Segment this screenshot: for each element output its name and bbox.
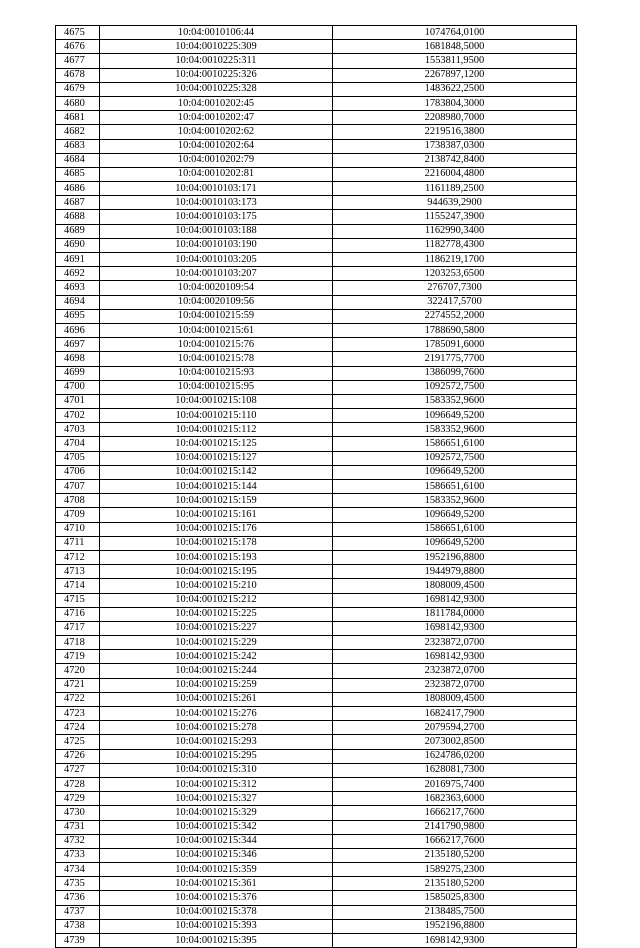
table-row (56, 749, 577, 763)
row-number-cell: 4728 (56, 777, 100, 791)
row-number-cell: 4737 (56, 905, 100, 919)
cadastral-value-cell: 1808009,4500 (333, 579, 577, 593)
table-row (56, 196, 577, 210)
cadastral-number-cell: 10:04:0020109:54 (100, 281, 333, 295)
row-number-cell: 4724 (56, 721, 100, 735)
row-number-cell: 4736 (56, 891, 100, 905)
row-number-cell: 4726 (56, 749, 100, 763)
cadastral-value-cell: 1738387,0300 (333, 139, 577, 153)
cadastral-value-cell: 1161189,2500 (333, 182, 577, 196)
cadastral-value-cell: 1186219,1700 (333, 253, 577, 267)
cadastral-value-cell: 1698142,9300 (333, 650, 577, 664)
table-row (56, 153, 577, 167)
cadastral-number-cell: 10:04:0010215:227 (100, 621, 333, 635)
table-row (56, 366, 577, 380)
row-number-cell: 4716 (56, 607, 100, 621)
cadastral-value-cell: 1666217,7600 (333, 806, 577, 820)
cadastral-value-cell: 1624786,0200 (333, 749, 577, 763)
row-number-cell: 4697 (56, 338, 100, 352)
row-number-cell: 4699 (56, 366, 100, 380)
cadastral-value-cell: 1698142,9300 (333, 593, 577, 607)
cadastral-number-cell: 10:04:0010215:344 (100, 834, 333, 848)
cadastral-number-cell: 10:04:0010215:78 (100, 352, 333, 366)
cadastral-number-cell: 10:04:0010215:376 (100, 891, 333, 905)
cadastral-number-cell: 10:04:0010225:328 (100, 82, 333, 96)
table-row (56, 650, 577, 664)
row-number-cell: 4721 (56, 678, 100, 692)
row-number-cell: 4738 (56, 919, 100, 933)
cadastral-value-cell: 2016975,7400 (333, 777, 577, 791)
cadastral-value-cell: 1074764,0100 (333, 26, 577, 40)
row-number-cell: 4713 (56, 565, 100, 579)
cadastral-number-cell: 10:04:0010215:378 (100, 905, 333, 919)
cadastral-number-cell: 10:04:0010225:309 (100, 40, 333, 54)
cadastral-number-cell: 10:04:0010215:108 (100, 394, 333, 408)
table-row (56, 167, 577, 181)
cadastral-value-cell: 1583352,9600 (333, 394, 577, 408)
table-row (56, 678, 577, 692)
table-row (56, 238, 577, 252)
cadastral-number-cell: 10:04:0010202:45 (100, 96, 333, 110)
table-row (56, 607, 577, 621)
row-number-cell: 4731 (56, 820, 100, 834)
cadastral-value-cell: 2191775,7700 (333, 352, 577, 366)
cadastral-number-cell: 10:04:0010215:242 (100, 650, 333, 664)
row-number-cell: 4739 (56, 934, 100, 948)
cadastral-value-cell: 2135180,5200 (333, 877, 577, 891)
cadastral-number-cell: 10:04:0010215:125 (100, 437, 333, 451)
table-row (56, 352, 577, 366)
row-number-cell: 4719 (56, 650, 100, 664)
row-number-cell: 4715 (56, 593, 100, 607)
cadastral-number-cell: 10:04:0010215:295 (100, 749, 333, 763)
row-number-cell: 4730 (56, 806, 100, 820)
row-number-cell: 4700 (56, 380, 100, 394)
row-number-cell: 4733 (56, 848, 100, 862)
cadastral-value-cell: 1585025,8300 (333, 891, 577, 905)
row-number-cell: 4732 (56, 834, 100, 848)
table-row (56, 40, 577, 54)
cadastral-value-cell: 1788690,5800 (333, 323, 577, 337)
table-row (56, 54, 577, 68)
row-number-cell: 4727 (56, 763, 100, 777)
cadastral-value-cell: 1586651,6100 (333, 480, 577, 494)
table-row (56, 380, 577, 394)
table-row (56, 224, 577, 238)
row-number-cell: 4694 (56, 295, 100, 309)
row-number-cell: 4705 (56, 451, 100, 465)
cadastral-value-cell: 1096649,5200 (333, 536, 577, 550)
cadastral-value-cell: 2323872,0700 (333, 636, 577, 650)
cadastral-number-cell: 10:04:0010215:225 (100, 607, 333, 621)
cadastral-number-cell: 10:04:0010215:195 (100, 565, 333, 579)
row-number-cell: 4710 (56, 522, 100, 536)
cadastral-value-cell: 1203253,6500 (333, 267, 577, 281)
table-row (56, 253, 577, 267)
cadastral-number-cell: 10:04:0010103:190 (100, 238, 333, 252)
cadastral-number-cell: 10:04:0010202:81 (100, 167, 333, 181)
cadastral-number-cell: 10:04:0010215:261 (100, 692, 333, 706)
cadastral-number-cell: 10:04:0010215:395 (100, 934, 333, 948)
cadastral-value-cell: 2219516,3800 (333, 125, 577, 139)
cadastral-number-cell: 10:04:0010215:276 (100, 707, 333, 721)
cadastral-value-cell: 2141790,9800 (333, 820, 577, 834)
row-number-cell: 4688 (56, 210, 100, 224)
cadastral-number-cell: 10:04:0010215:95 (100, 380, 333, 394)
cadastral-number-cell: 10:04:0010215:278 (100, 721, 333, 735)
cadastral-value-cell: 2138742,8400 (333, 153, 577, 167)
cadastral-number-cell: 10:04:0010103:207 (100, 267, 333, 281)
cadastral-value-cell: 1698142,9300 (333, 934, 577, 948)
cadastral-value-cell: 1092572,7500 (333, 451, 577, 465)
row-number-cell: 4686 (56, 182, 100, 196)
row-number-cell: 4675 (56, 26, 100, 40)
table-row (56, 182, 577, 196)
cadastral-value-table (55, 25, 577, 948)
cadastral-value-cell: 1386099,7600 (333, 366, 577, 380)
row-number-cell: 4708 (56, 494, 100, 508)
cadastral-number-cell: 10:04:0010202:47 (100, 111, 333, 125)
row-number-cell: 4690 (56, 238, 100, 252)
cadastral-value-cell: 2138485,7500 (333, 905, 577, 919)
cadastral-number-cell: 10:04:0010225:311 (100, 54, 333, 68)
row-number-cell: 4720 (56, 664, 100, 678)
cadastral-value-cell: 1952196,8800 (333, 919, 577, 933)
row-number-cell: 4691 (56, 253, 100, 267)
cadastral-value-cell: 1096649,5200 (333, 409, 577, 423)
cadastral-number-cell: 10:04:0010103:171 (100, 182, 333, 196)
cadastral-value-cell: 1589275,2300 (333, 863, 577, 877)
row-number-cell: 4701 (56, 394, 100, 408)
row-number-cell: 4689 (56, 224, 100, 238)
cadastral-number-cell: 10:04:0010215:161 (100, 508, 333, 522)
cadastral-value-cell: 1698142,9300 (333, 621, 577, 635)
cadastral-value-cell: 1666217,7600 (333, 834, 577, 848)
cadastral-value-cell: 2323872,0700 (333, 678, 577, 692)
table-row (56, 437, 577, 451)
row-number-cell: 4729 (56, 792, 100, 806)
cadastral-number-cell: 10:04:0010215:310 (100, 763, 333, 777)
cadastral-value-cell: 1681848,5000 (333, 40, 577, 54)
cadastral-value-cell: 2216004,4800 (333, 167, 577, 181)
cadastral-number-cell: 10:04:0020109:56 (100, 295, 333, 309)
table-row (56, 451, 577, 465)
row-number-cell: 4683 (56, 139, 100, 153)
cadastral-number-cell: 10:04:0010215:93 (100, 366, 333, 380)
table-row (56, 735, 577, 749)
row-number-cell: 4678 (56, 68, 100, 82)
row-number-cell: 4680 (56, 96, 100, 110)
row-number-cell: 4734 (56, 863, 100, 877)
row-number-cell: 4677 (56, 54, 100, 68)
table-row (56, 579, 577, 593)
row-number-cell: 4711 (56, 536, 100, 550)
cadastral-number-cell: 10:04:0010215:127 (100, 451, 333, 465)
table-row (56, 664, 577, 678)
table-row (56, 877, 577, 891)
cadastral-value-cell: 2208980,7000 (333, 111, 577, 125)
table-row (56, 96, 577, 110)
table-row (56, 905, 577, 919)
table-row (56, 820, 577, 834)
row-number-cell: 4717 (56, 621, 100, 635)
table-row (56, 394, 577, 408)
table-body (56, 26, 577, 948)
row-number-cell: 4723 (56, 707, 100, 721)
cadastral-value-cell: 1182778,4300 (333, 238, 577, 252)
row-number-cell: 4692 (56, 267, 100, 281)
row-number-cell: 4718 (56, 636, 100, 650)
cadastral-number-cell: 10:04:0010215:327 (100, 792, 333, 806)
table-row (56, 692, 577, 706)
cadastral-number-cell: 10:04:0010103:188 (100, 224, 333, 238)
cadastral-value-cell: 2267897,1200 (333, 68, 577, 82)
cadastral-number-cell: 10:04:0010215:210 (100, 579, 333, 593)
table-row (56, 26, 577, 40)
row-number-cell: 4725 (56, 735, 100, 749)
row-number-cell: 4676 (56, 40, 100, 54)
cadastral-number-cell: 10:04:0010215:361 (100, 877, 333, 891)
cadastral-value-cell: 1483622,2500 (333, 82, 577, 96)
table-row (56, 777, 577, 791)
table-row (56, 139, 577, 153)
table-row (56, 593, 577, 607)
row-number-cell: 4684 (56, 153, 100, 167)
cadastral-value-cell: 1155247,3900 (333, 210, 577, 224)
table-row (56, 721, 577, 735)
table-row (56, 834, 577, 848)
cadastral-number-cell: 10:04:0010215:259 (100, 678, 333, 692)
table-row (56, 763, 577, 777)
row-number-cell: 4702 (56, 409, 100, 423)
cadastral-number-cell: 10:04:0010215:312 (100, 777, 333, 791)
cadastral-number-cell: 10:04:0010215:142 (100, 465, 333, 479)
table-row (56, 636, 577, 650)
row-number-cell: 4695 (56, 309, 100, 323)
cadastral-value-cell: 2274552,2000 (333, 309, 577, 323)
table-row (56, 494, 577, 508)
cadastral-number-cell: 10:04:0010215:159 (100, 494, 333, 508)
cadastral-value-cell: 1162990,3400 (333, 224, 577, 238)
row-number-cell: 4714 (56, 579, 100, 593)
cadastral-number-cell: 10:04:0010202:79 (100, 153, 333, 167)
cadastral-number-cell: 10:04:0010215:61 (100, 323, 333, 337)
table-row (56, 806, 577, 820)
cadastral-number-cell: 10:04:0010215:346 (100, 848, 333, 862)
table-row (56, 891, 577, 905)
cadastral-value-cell: 2073002,8500 (333, 735, 577, 749)
table-row (56, 309, 577, 323)
cadastral-value-cell: 276707,7300 (333, 281, 577, 295)
cadastral-number-cell: 10:04:0010215:393 (100, 919, 333, 933)
cadastral-value-cell: 1092572,7500 (333, 380, 577, 394)
cadastral-number-cell: 10:04:0010215:359 (100, 863, 333, 877)
cadastral-number-cell: 10:04:0010215:144 (100, 480, 333, 494)
table-row (56, 111, 577, 125)
cadastral-number-cell: 10:04:0010215:110 (100, 409, 333, 423)
cadastral-value-cell: 1682363,6000 (333, 792, 577, 806)
row-number-cell: 4703 (56, 423, 100, 437)
cadastral-number-cell: 10:04:0010103:173 (100, 196, 333, 210)
table-row (56, 919, 577, 933)
cadastral-value-cell: 1808009,4500 (333, 692, 577, 706)
row-number-cell: 4707 (56, 480, 100, 494)
row-number-cell: 4722 (56, 692, 100, 706)
table-row (56, 536, 577, 550)
row-number-cell: 4696 (56, 323, 100, 337)
cadastral-number-cell: 10:04:0010215:293 (100, 735, 333, 749)
table-row (56, 848, 577, 862)
table-row (56, 480, 577, 494)
cadastral-value-cell: 2079594,2700 (333, 721, 577, 735)
cadastral-number-cell: 10:04:0010215:178 (100, 536, 333, 550)
cadastral-value-cell: 1583352,9600 (333, 494, 577, 508)
table-row (56, 295, 577, 309)
row-number-cell: 4682 (56, 125, 100, 139)
cadastral-number-cell: 10:04:0010215:176 (100, 522, 333, 536)
cadastral-number-cell: 10:04:0010215:329 (100, 806, 333, 820)
cadastral-value-cell: 1628081,7300 (333, 763, 577, 777)
cadastral-number-cell: 10:04:0010215:193 (100, 550, 333, 564)
table-row (56, 565, 577, 579)
table-row (56, 68, 577, 82)
table-row (56, 338, 577, 352)
cadastral-number-cell: 10:04:0010215:212 (100, 593, 333, 607)
table-row (56, 707, 577, 721)
cadastral-number-cell: 10:04:0010202:64 (100, 139, 333, 153)
row-number-cell: 4704 (56, 437, 100, 451)
cadastral-value-cell: 1096649,5200 (333, 508, 577, 522)
row-number-cell: 4712 (56, 550, 100, 564)
cadastral-number-cell: 10:04:0010202:62 (100, 125, 333, 139)
cadastral-number-cell: 10:04:0010225:326 (100, 68, 333, 82)
cadastral-number-cell: 10:04:0010106:44 (100, 26, 333, 40)
cadastral-value-cell: 1952196,8800 (333, 550, 577, 564)
cadastral-value-cell: 1096649,5200 (333, 465, 577, 479)
cadastral-value-cell: 944639,2900 (333, 196, 577, 210)
cadastral-value-cell: 322417,5700 (333, 295, 577, 309)
row-number-cell: 4681 (56, 111, 100, 125)
table-row (56, 934, 577, 948)
table-row (56, 792, 577, 806)
cadastral-value-cell: 2323872,0700 (333, 664, 577, 678)
table-row (56, 508, 577, 522)
cadastral-value-cell: 1944979,8800 (333, 565, 577, 579)
cadastral-number-cell: 10:04:0010103:175 (100, 210, 333, 224)
row-number-cell: 4687 (56, 196, 100, 210)
table-row (56, 621, 577, 635)
row-number-cell: 4679 (56, 82, 100, 96)
cadastral-number-cell: 10:04:0010215:112 (100, 423, 333, 437)
table-row (56, 323, 577, 337)
row-number-cell: 4693 (56, 281, 100, 295)
cadastral-value-cell: 1586651,6100 (333, 437, 577, 451)
table-row (56, 409, 577, 423)
cadastral-value-cell: 1783804,3000 (333, 96, 577, 110)
cadastral-value-cell: 1586651,6100 (333, 522, 577, 536)
table-row (56, 82, 577, 96)
table-row (56, 267, 577, 281)
row-number-cell: 4706 (56, 465, 100, 479)
cadastral-number-cell: 10:04:0010215:229 (100, 636, 333, 650)
table-row (56, 281, 577, 295)
table-row (56, 550, 577, 564)
table-row (56, 125, 577, 139)
cadastral-number-cell: 10:04:0010103:205 (100, 253, 333, 267)
cadastral-value-cell: 1583352,9600 (333, 423, 577, 437)
cadastral-number-cell: 10:04:0010215:59 (100, 309, 333, 323)
cadastral-value-cell: 1553811,9500 (333, 54, 577, 68)
cadastral-value-cell: 1811784,0000 (333, 607, 577, 621)
row-number-cell: 4735 (56, 877, 100, 891)
cadastral-number-cell: 10:04:0010215:244 (100, 664, 333, 678)
row-number-cell: 4698 (56, 352, 100, 366)
row-number-cell: 4709 (56, 508, 100, 522)
cadastral-number-cell: 10:04:0010215:342 (100, 820, 333, 834)
table-row (56, 210, 577, 224)
cadastral-value-cell: 2135180,5200 (333, 848, 577, 862)
row-number-cell: 4685 (56, 167, 100, 181)
table-row (56, 423, 577, 437)
table-row (56, 863, 577, 877)
cadastral-number-cell: 10:04:0010215:76 (100, 338, 333, 352)
table-row (56, 522, 577, 536)
cadastral-value-cell: 1682417,7900 (333, 707, 577, 721)
table-row (56, 465, 577, 479)
cadastral-value-cell: 1785091,6000 (333, 338, 577, 352)
